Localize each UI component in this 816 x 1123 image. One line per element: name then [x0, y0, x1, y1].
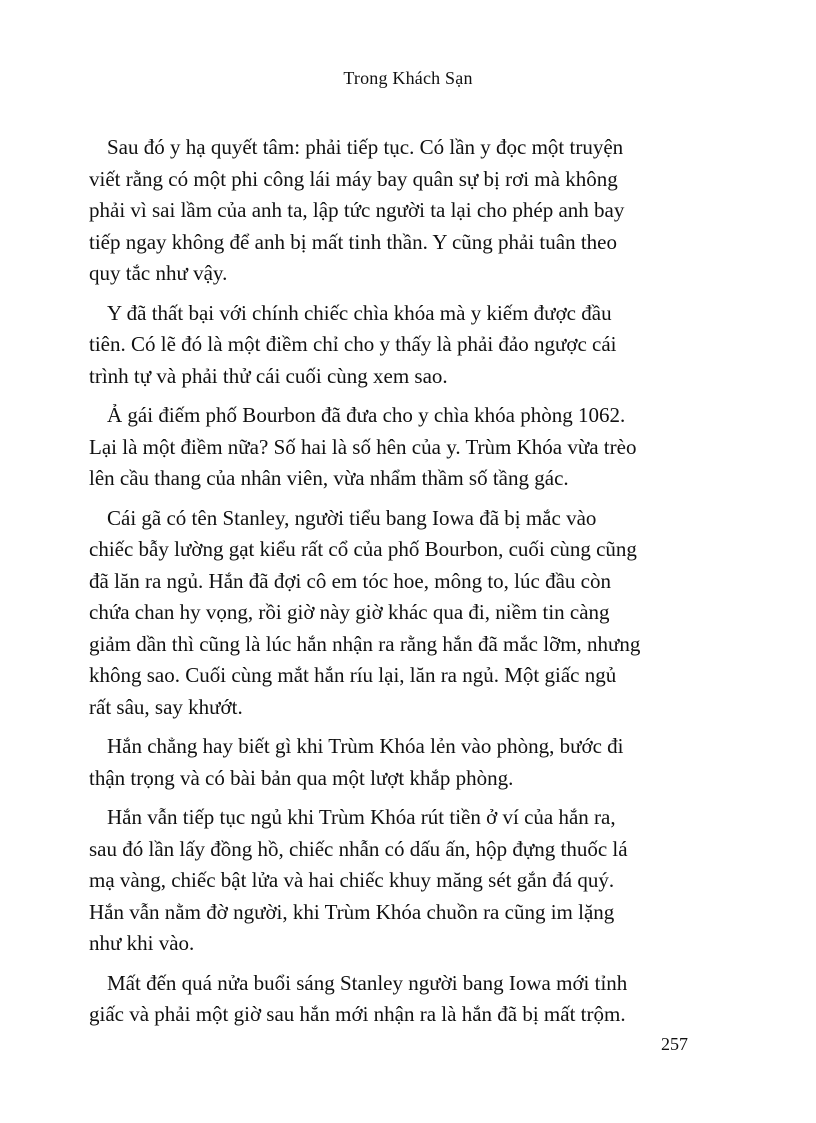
- paragraph: Y đã thất bại với chính chiếc chìa khóa mà y kiếm được đầu tiên. Có lẽ đó là một điềm chỉ cho y thấy là phải đảo ngược cái trình tự và phải thử cái cuối cùng xem sao.: [89, 300, 617, 388]
- running-header-title: Trong Khách Sạn: [343, 68, 473, 88]
- paragraph: Cái gã có tên Stanley, người tiểu bang Iowa đã bị mắc vào chiếc bẫy lường gạt kiểu rất cổ của phố Bourbon, cuối cùng cũng đã lăn ra ngủ. Hắn đã đợi cô em tóc hoe, mông to, lúc đầu còn chứa chan hy vọng, rồi giờ này giờ khác qua đi, niềm tin càng giảm dần thì cũng là lúc hắn nhận ra rằng hắn đã mắc lỡm, nhưng không sao. Cuối cùng mắt hắn ríu lại, lăn ra ngủ. Một giấc ngủ rất sâu, say khướt.: [89, 505, 641, 719]
- paragraph: Ả gái điếm phố Bourbon đã đưa cho y chìa khóa phòng 1062. Lại là một điềm nữa? Số hai là số hên của y. Trùm Khóa vừa trèo lên cầu thang của nhân viên, vừa nhẩm thầm số tầng gác.: [89, 403, 637, 490]
- page-number: 257: [661, 1034, 688, 1054]
- body-text: [89, 132, 689, 1039]
- paragraph: Mất đến quá nửa buổi sáng Stanley người bang Iowa mới tỉnh giấc và phải một giờ sau hắn mới nhận ra là hắn đã bị mất trộm.: [89, 970, 628, 1026]
- paragraph: Hắn vẫn tiếp tục ngủ khi Trùm Khóa rút tiền ở ví của hắn ra, sau đó lần lấy đồng hồ, chiếc nhẫn có dấu ấn, hộp đựng thuốc lá mạ vàng, chiếc bật lửa và hai chiếc khuy măng sét gắn đá quý. Hắn vẫn nằm đờ người, khi Trùm Khóa chuồn ra cũng im lặng như khi vào.: [89, 805, 628, 955]
- paragraph: Hắn chẳng hay biết gì khi Trùm Khóa lẻn vào phòng, bước đi thận trọng và có bài bản qua một lượt khắp phòng.: [89, 734, 624, 790]
- paragraph: Sau đó y hạ quyết tâm: phải tiếp tục. Có lần y đọc một truyện viết rằng có một phi công lái máy bay quân sự bị rơi mà không phải vì sai lầm của anh ta, lập tức người ta lại cho phép anh bay tiếp ngay không để anh bị mất tinh thần. Y cũng phải tuân theo quy tắc như vậy.: [89, 135, 625, 285]
